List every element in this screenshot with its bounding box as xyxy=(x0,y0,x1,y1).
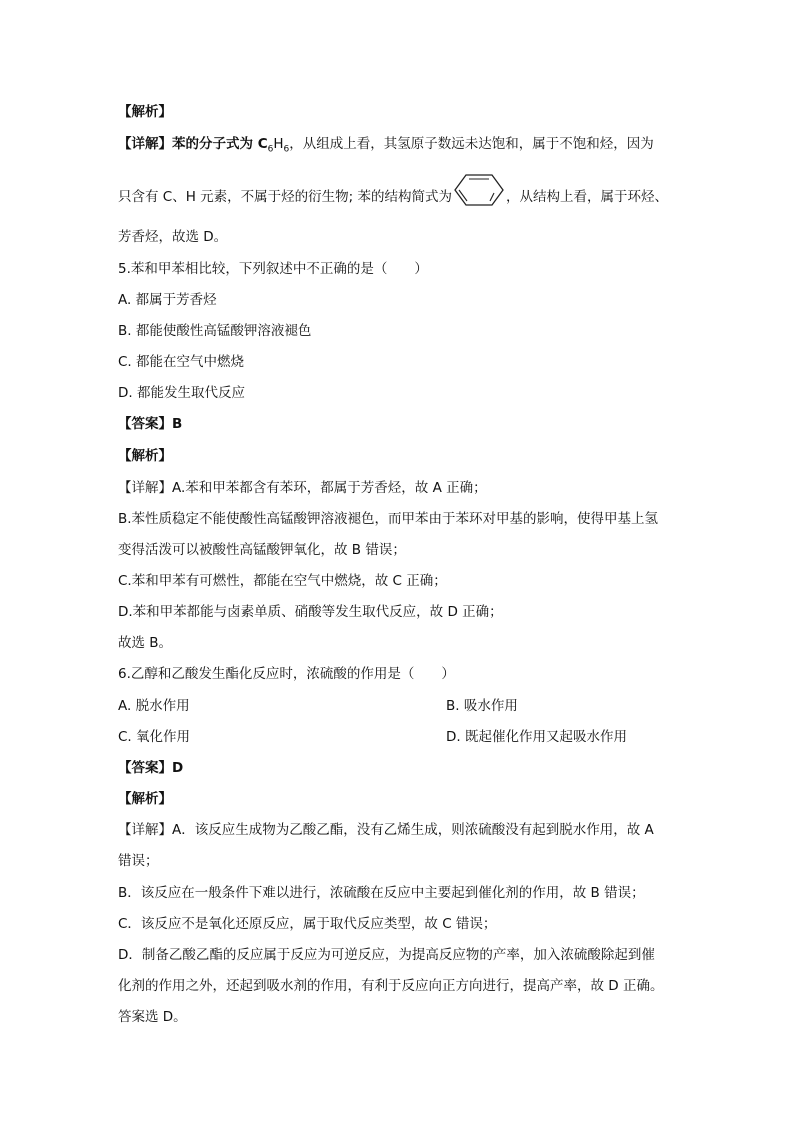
q5-option-b: B. 都能使酸性高锰酸钾溶液褪色 xyxy=(118,323,312,339)
q4-subscript-hydrogen: 6 xyxy=(283,144,290,155)
q6-option-d: D. 既起催化作用又起吸水作用 xyxy=(446,729,627,745)
q4-detail-line-2 xyxy=(118,173,668,221)
q6-answer: 【答案】D xyxy=(118,760,184,776)
q6-explanation-line: 【详解】A．该反应生成物为乙酸乙酯，没有乙烯生成，则浓硫酸没有起到脱水作用，故 A xyxy=(118,822,654,838)
q5-explanation-line: 故选 B。 xyxy=(118,635,173,651)
q4-detail-text-b: H xyxy=(273,136,284,152)
q5-explanation-line: C.苯和甲苯有可燃性，都能在空气中燃烧，故 C 正确； xyxy=(118,573,447,589)
q6-explanation-line: D．制备乙酸乙酯的反应属于反应为可逆反应，为提高反应物的产率，加入浓硫酸除起到催 xyxy=(118,947,655,963)
q4-detail-line-3: 芳香烃，故选 D。 xyxy=(118,229,228,245)
q6-explanation-line: 错误； xyxy=(118,853,159,869)
q4-detail-text-a: 【详解】苯的分子式为 C xyxy=(118,136,268,152)
q5-option-d: D. 都能发生取代反应 xyxy=(118,385,245,401)
benzene-structure-icon xyxy=(454,173,504,221)
q4-detail-text-d: 只含有 C、H 元素，不属于烃的衍生物; 苯的结构简式为 xyxy=(118,189,452,205)
q6-option-c: C. 氧化作用 xyxy=(118,729,191,745)
q4-detail-text-e: ，从结构上看，属于环烃、 xyxy=(506,189,668,205)
q6-explanation-line: 答案选 D。 xyxy=(118,1009,187,1025)
q6-explanation-line: 化剂的作用之外，还起到吸水剂的作用，有利于反应向正方向进行，提高产率，故 D 正确。 xyxy=(118,978,664,994)
q5-question: 5.苯和甲苯相比较，下列叙述中不正确的是（ ） xyxy=(118,261,428,277)
q6-analysis-heading: 【解析】 xyxy=(118,791,172,807)
q6-question: 6.乙醇和乙酸发生酯化反应时，浓硫酸的作用是（ ） xyxy=(118,666,455,682)
q5-explanation-line: D.苯和甲苯都能与卤素单质、硝酸等发生取代反应，故 D 正确； xyxy=(118,604,503,620)
q4-analysis-heading: 【解析】 xyxy=(118,104,172,120)
q4-detail-line-1 xyxy=(118,135,654,159)
q6-explanation-line: B．该反应在一般条件下难以进行，浓硫酸在反应中主要起到催化剂的作用，故 B 错误； xyxy=(118,885,645,901)
q5-explanation-line: B.苯性质稳定不能使酸性高锰酸钾溶液褪色，而甲苯由于苯环对甲基的影响，使得甲基上氢 xyxy=(118,511,659,527)
q4-detail-text-c: ，从组成上看，其氢原子数远未达饱和，属于不饱和烃，因为 xyxy=(289,136,654,152)
q5-explanation-line: 变得活泼可以被酸性高锰酸钾氧化，故 B 错误； xyxy=(118,542,406,558)
q5-answer: 【答案】B xyxy=(118,416,183,432)
q5-option-a: A. 都属于芳香烃 xyxy=(118,292,217,308)
q6-option-b: B. 吸水作用 xyxy=(446,698,518,714)
q6-explanation-line: C．该反应不是氧化还原反应，属于取代反应类型，故 C 错误； xyxy=(118,916,497,932)
q5-analysis-heading: 【解析】 xyxy=(118,448,172,464)
q5-option-c: C. 都能在空气中燃烧 xyxy=(118,354,245,370)
q6-option-a: A. 脱水作用 xyxy=(118,698,190,714)
q5-explanation-line: 【详解】A.苯和甲苯都含有苯环，都属于芳香烃，故 A 正确； xyxy=(118,480,487,496)
q4-subscript-carbon: 6 xyxy=(267,144,274,155)
